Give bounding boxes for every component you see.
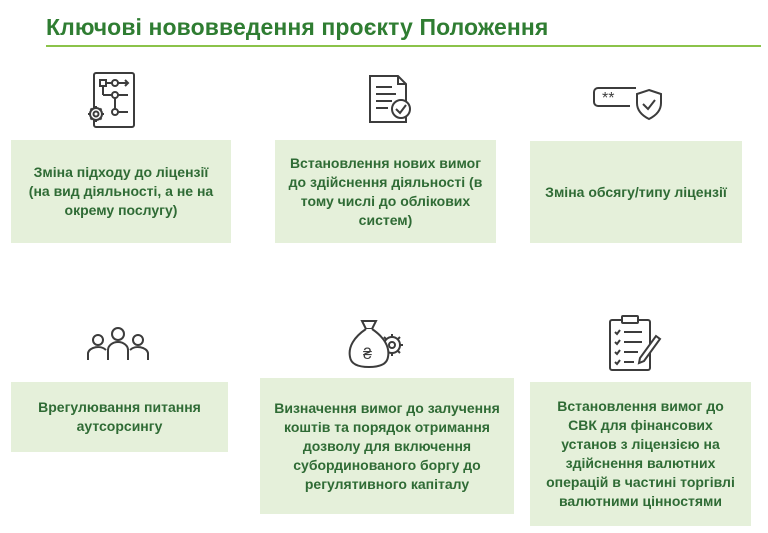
page-title: Ключові нововведення проєкту Положення [46, 14, 549, 40]
card-subordinated-debt: Визначення вимог до залучення коштів та порядок отримання дозволу для включення субординованого боргу до регулятивного капіталу [260, 378, 514, 514]
team-icon [82, 324, 154, 364]
card-new-requirements: Встановлення нових вимог до здійснення діяльності (в тому числі до облікових систем) [275, 140, 496, 243]
card-internal-control: Встановлення вимог до СВК для фінансових установ з ліцензією на здійснення валютних операцій в частині торгівлі валютними цінностями [530, 382, 751, 526]
title-underline [46, 45, 761, 47]
svg-text:₴: ₴ [363, 346, 372, 363]
money-bag-gear-icon [344, 315, 408, 371]
card-outsourcing: Врегулювання питання аутсорсингу [11, 382, 228, 452]
card-license-scope: Зміна обсягу/типу ліцензії [530, 141, 742, 243]
password-shield-icon [592, 82, 664, 124]
process-settings-icon [86, 70, 140, 132]
svg-text:**: ** [602, 90, 615, 107]
card-license-approach: Зміна підходу до ліцензії (на вид діяльності, а не на окрему послугу) [11, 140, 231, 243]
document-check-icon [366, 72, 416, 128]
clipboard-checklist-icon [606, 314, 664, 374]
